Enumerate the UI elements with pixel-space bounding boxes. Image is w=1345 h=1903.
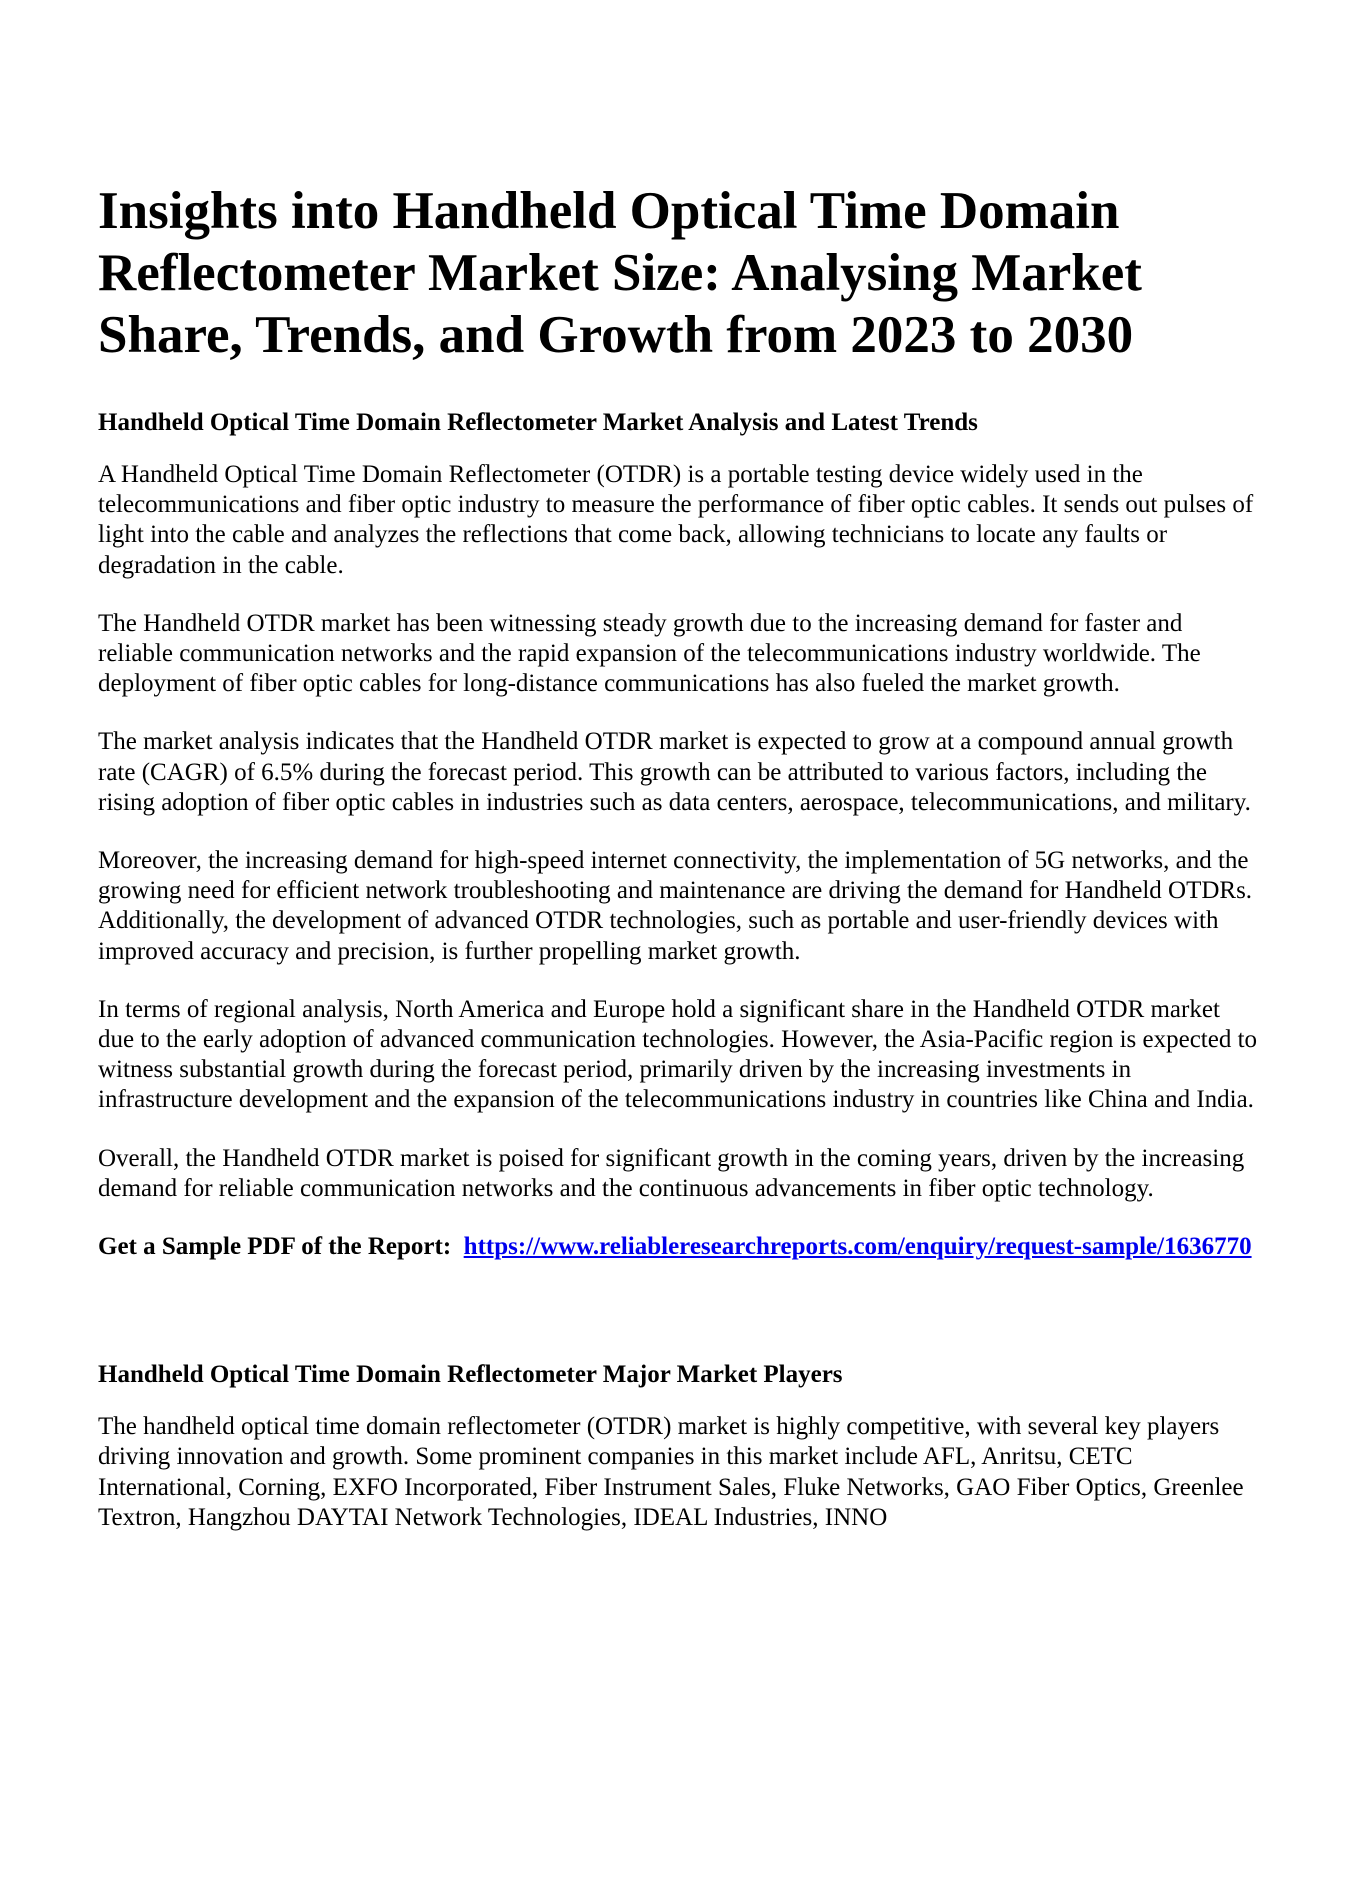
paragraph: Overall, the Handheld OTDR market is poised for significant growth in the coming years, driven by the increasing demand for reliable communication networks and the continuous advancements in fiber optic technology. — [98, 1144, 1245, 1202]
section-heading-analysis: Handheld Optical Time Domain Reflectometer Market Analysis and Latest Trends — [98, 409, 978, 436]
spacer — [98, 1262, 1270, 1360]
paragraph: Moreover, the increasing demand for high-speed internet connectivity, the implementation of 5G networks, and the growing need for efficient network troubleshooting and maintenance are driving the demand for Handheld OTDRs. Additionally, the development of advanced OTDR technologies, such as portable and user-friendly devices with improved accuracy and precision, is further propelling market growth. — [98, 847, 1253, 965]
document-page — [98, 180, 1270, 1561]
paragraph: The Handheld OTDR market has been witnessing steady growth due to the increasing demand for faster and reliable communication networks and the rapid expansion of the telecommunications industry worldwide. The deployment of fiber optic cables for long-distance communications has also fueled the market growth. — [98, 609, 1201, 698]
sample-report-label: Get a Sample PDF of the Report: — [98, 1233, 452, 1261]
paragraph: The handheld optical time domain reflectometer (OTDR) market is highly competitive, with several key players driving innovation and growth. Some prominent companies in this market include AFL, Anritsu, CETC International, Corning, EXFO Incorporated, Fiber Instrument Sales, Fluke Networks, GAO Fiber Optics, Greenlee Textron, Hangzhou DAYTAI Network Technologies, IDEAL Industries, INNO — [98, 1413, 1244, 1531]
sample-report-line — [98, 1232, 1270, 1262]
section-heading-players: Handheld Optical Time Domain Reflectometer Major Market Players — [98, 1361, 843, 1389]
paragraph: A Handheld Optical Time Domain Reflectometer (OTDR) is a portable testing device widely used in the telecommunications and fiber optic industry to measure the performance of fiber optic cables. It sends out pulses of light into the cable and analyzes the reflections that come back, allowing technicians to locate any faults or degradation in the cable. — [98, 461, 1254, 579]
sample-report-link[interactable]: https://www.reliableresearchreports.com/enquiry/request-sample/1636770 — [463, 1233, 1252, 1261]
document-title: Insights into Handheld Optical Time Domain Reflectometer Market Size: Analysing Market Share, Trends, and Growth from 2023 to 2030 — [98, 182, 1142, 364]
paragraph: In terms of regional analysis, North America and Europe hold a significant share in the Handheld OTDR market due to the early adoption of advanced communication technologies. However, the Asia-Pacific region is expected to witness substantial growth during the forecast period, primarily driven by the increasing investments in infrastructure development and the expansion of the telecommunications industry in countries like China and India. — [98, 995, 1258, 1114]
paragraph: The market analysis indicates that the Handheld OTDR market is expected to grow at a compound annual growth rate (CAGR) of 6.5% during the forecast period. This growth can be attributed to various factors, including the rising adoption of fiber optic cables in industries such as data centers, aerospace, telecommunications, and military. — [98, 728, 1251, 816]
